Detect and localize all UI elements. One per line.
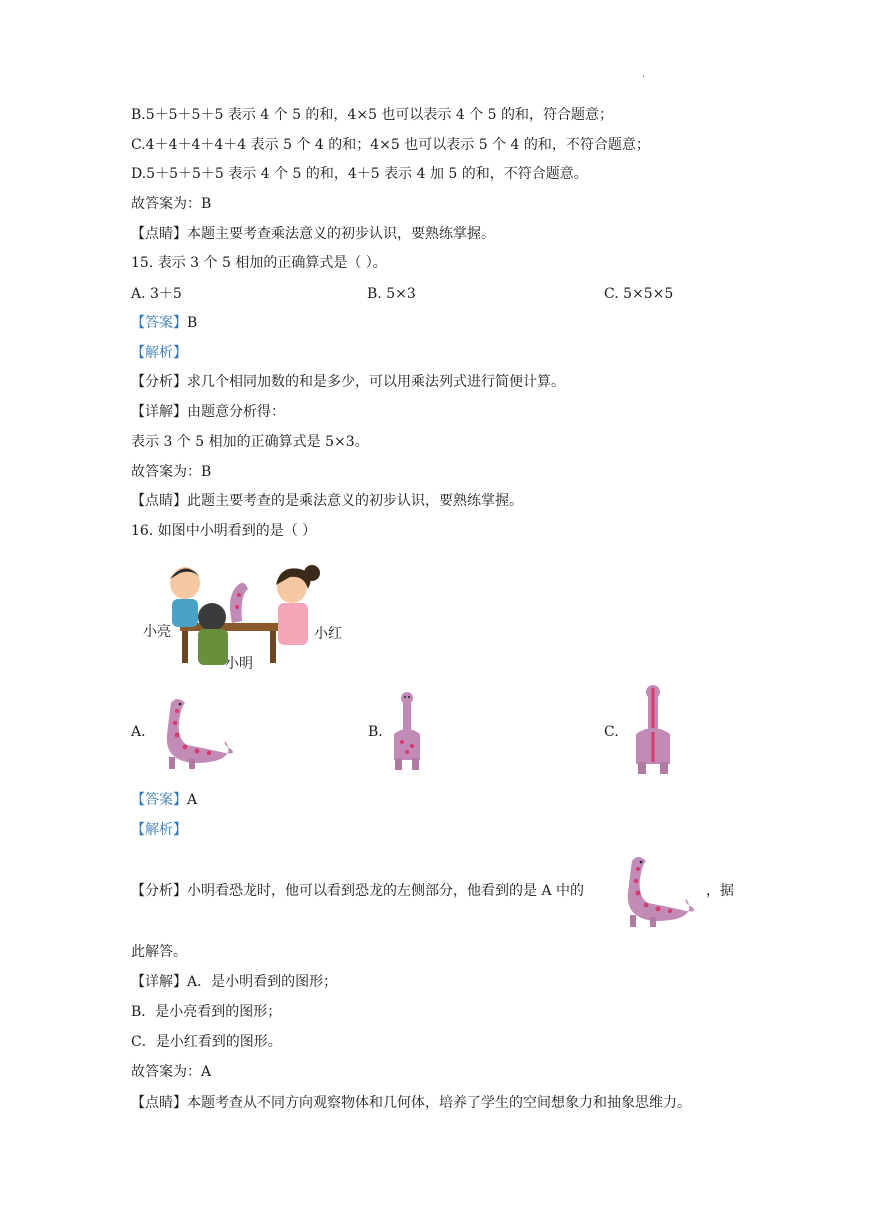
- text-line: C.4＋4＋4＋4＋4 表示 5 个 4 的和；4×5 也可以表示 5 个 4 的和，不符合题意；: [131, 137, 650, 153]
- detail-heading: 【详解】A．是小明看到的图形；: [131, 974, 338, 990]
- scene-label-xiaoming: 小明: [225, 656, 253, 672]
- text-line: B.5＋5＋5＋5 表示 4 个 5 的和，4×5 也可以表示 4 个 5 的和，符合题意；: [131, 107, 614, 123]
- analysis-text-tail: ，据: [706, 883, 734, 899]
- answer-value: B: [187, 315, 198, 331]
- analysis-label: 【解析】: [131, 822, 187, 838]
- comment-text: 【点睛】本题考查从不同方向观察物体和几何体，培养了学生的空间想象力和抽象思维力。: [131, 1095, 691, 1111]
- text-line: 故答案为：B: [131, 196, 212, 212]
- dinosaur-front-view-b: [390, 690, 424, 772]
- analysis-text-cont: 此解答。: [131, 944, 187, 960]
- option-a: A. 3＋5: [131, 286, 182, 302]
- dinosaur-back-view-c: [632, 684, 674, 776]
- analysis-text: 【分析】求几个相同加数的和是多少，可以用乘法列式进行简便计算。: [131, 374, 565, 390]
- question-15: 15. 表示 3 个 5 相加的正确算式是（ ）。: [131, 255, 387, 271]
- answer-label: 【答案】: [131, 315, 187, 331]
- detail-text: 表示 3 个 5 相加的正确算式是 5×3。: [131, 434, 369, 450]
- question-16: 16. 如图中小明看到的是（ ）: [131, 523, 317, 539]
- final-answer: 故答案为：B: [131, 464, 212, 480]
- dinosaur-side-view-a: [155, 695, 237, 775]
- page-mark: ·: [642, 72, 646, 83]
- answer-line: [131, 313, 197, 333]
- option-b: B.: [368, 724, 383, 740]
- scene-label-xiaohong: 小红: [314, 626, 342, 642]
- answer-label: 【答案】: [131, 792, 187, 808]
- option-b: B. 5×3: [367, 286, 416, 302]
- analysis-label: 【解析】: [131, 345, 187, 361]
- text-line: 【点睛】本题主要考查乘法意义的初步认识，要熟练掌握。: [131, 226, 495, 242]
- detail-heading: 【详解】由题意分析得：: [131, 404, 285, 420]
- answer-value: A: [187, 792, 198, 808]
- answer-line: [131, 790, 197, 810]
- dinosaur-inline-image: [616, 853, 698, 933]
- analysis-text: 【分析】小明看恐龙时，他可以看到恐龙的左侧部分，他看到的是 A 中的: [131, 883, 585, 899]
- comment-text: 【点睛】此题主要考查的是乘法意义的初步认识，要熟练掌握。: [131, 493, 523, 509]
- detail-text: C．是小红看到的图形。: [131, 1034, 282, 1050]
- scene-label-xiaoliang: 小亮: [143, 624, 171, 640]
- text-line: D.5＋5＋5＋5 表示 4 个 5 的和，4＋5 表示 4 加 5 的和，不符合题意。: [131, 166, 588, 182]
- option-c: C. 5×5×5: [604, 286, 674, 302]
- final-answer: 故答案为：A: [131, 1064, 212, 1080]
- detail-text: B．是小亮看到的图形；: [131, 1004, 282, 1020]
- option-c: C.: [604, 724, 619, 740]
- option-a: A.: [131, 724, 146, 740]
- scene-illustration: [140, 555, 340, 670]
